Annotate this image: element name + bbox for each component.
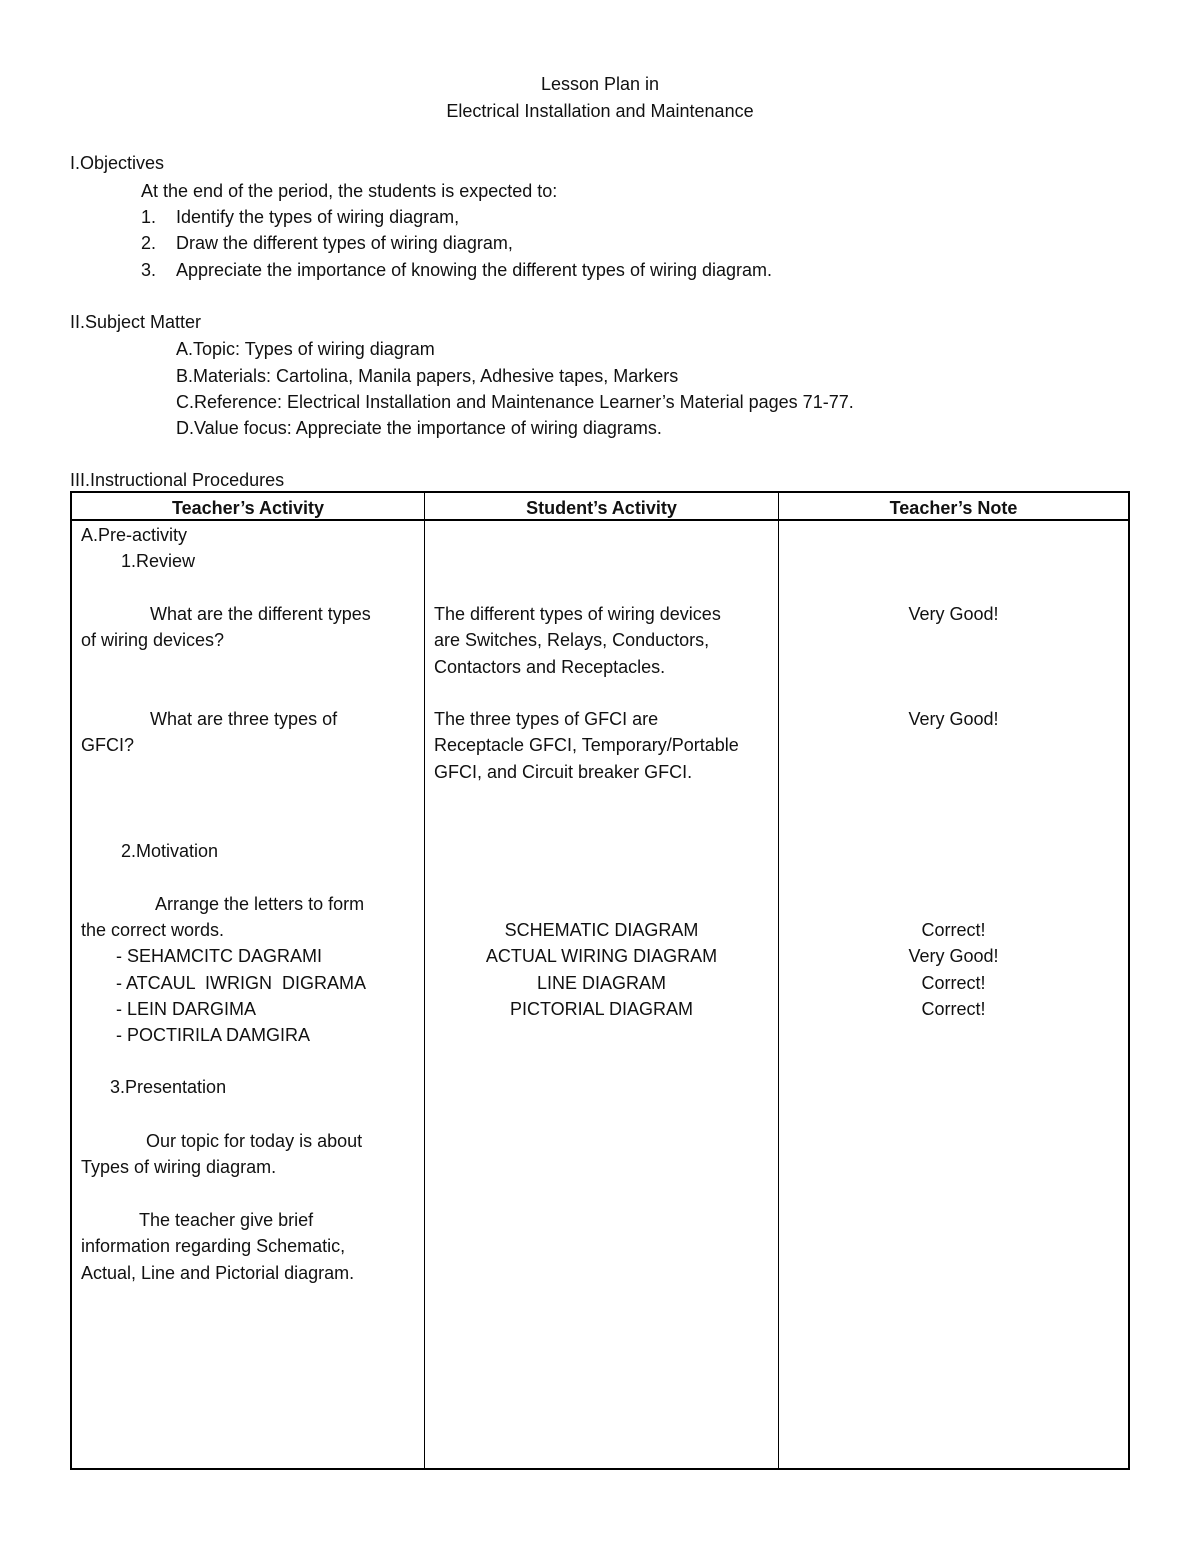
teacher-note: Very Good! [908,946,999,966]
presentation-label: 3.Presentation [110,1077,227,1097]
answer-2-line2: Receptacle GFCI, Temporary/Portable [434,735,739,755]
unscrambled-answer: ACTUAL WIRING DIAGRAM [485,946,718,966]
unscrambled-answer: SCHEMATIC DIAGRAM [504,920,699,940]
objective-num: 3. [141,260,157,280]
column-header-note: Teacher’s Note [889,498,1018,518]
teacher-note: Correct! [921,920,986,940]
column-header-teacher: Teacher’s Activity [171,498,325,518]
topic-statement-line2: Types of wiring diagram. [81,1157,277,1177]
subject-reference: C.Reference: Electrical Installation and Maintenance Learner’s Material pages 71-77. [176,392,854,412]
unscrambled-answer: PICTORIAL DIAGRAM [509,999,694,1019]
teacher-note: Correct! [921,973,986,993]
answer-1-line3: Contactors and Receptacles. [434,657,666,677]
brief-info-line1: The teacher give brief [139,1210,314,1230]
arrange-instruction-line2: the correct words. [81,920,225,940]
question-1-line1: What are the different types [150,604,371,624]
column-header-student: Student’s Activity [526,498,677,518]
scrambled-word: - POCTIRILA DAMGIRA [116,1025,311,1045]
motivation-label: 2.Motivation [121,841,219,861]
question-2-line2: GFCI? [81,735,135,755]
teacher-note: Very Good! [908,604,999,624]
brief-info-line2: information regarding Schematic, [81,1236,346,1256]
objective-text: Draw the different types of wiring diagram, [176,233,513,253]
arrange-instruction-line1: Arrange the letters to form [155,894,365,914]
objective-num: 2. [141,233,157,253]
objective-text: Appreciate the importance of knowing the different types of wiring diagram. [176,260,772,280]
answer-2-line1: The three types of GFCI are [434,709,659,729]
scrambled-word: - LEIN DARGIMA [116,999,257,1019]
pre-activity-label: A.Pre-activity [81,525,188,545]
doc-title-line2: Electrical Installation and Maintenance [446,101,754,121]
review-label: 1.Review [121,551,196,571]
answer-1-line2: are Switches, Relays, Conductors, [434,630,710,650]
procedures-heading: III.Instructional Procedures [70,470,285,490]
subject-matter-heading: II.Subject Matter [70,312,202,332]
scrambled-word: - ATCAUL IWRIGN DIGRAMA [116,973,367,993]
subject-topic: A.Topic: Types of wiring diagram [176,339,435,359]
topic-statement-line1: Our topic for today is about [146,1131,363,1151]
teacher-note: Correct! [921,999,986,1019]
answer-2-line3: GFCI, and Circuit breaker GFCI. [434,762,693,782]
unscrambled-answer: LINE DIAGRAM [536,973,667,993]
scrambled-word: - SEHAMCITC DAGRAMI [116,946,323,966]
brief-info-line3: Actual, Line and Pictorial diagram. [81,1263,355,1283]
question-1-line2: of wiring devices? [81,630,225,650]
question-2-line1: What are three types of [150,709,338,729]
teacher-note: Very Good! [908,709,999,729]
objective-text: Identify the types of wiring diagram, [176,207,460,227]
subject-value-focus: D.Value focus: Appreciate the importance of wiring diagrams. [176,418,662,438]
answer-1-line1: The different types of wiring devices [434,604,721,624]
objectives-intro: At the end of the period, the students is expected to: [141,181,558,201]
doc-title-line1: Lesson Plan in [540,74,660,94]
subject-materials: B.Materials: Cartolina, Manila papers, Adhesive tapes, Markers [176,366,679,386]
objectives-heading: I.Objectives [70,153,165,173]
objective-num: 1. [141,207,157,227]
